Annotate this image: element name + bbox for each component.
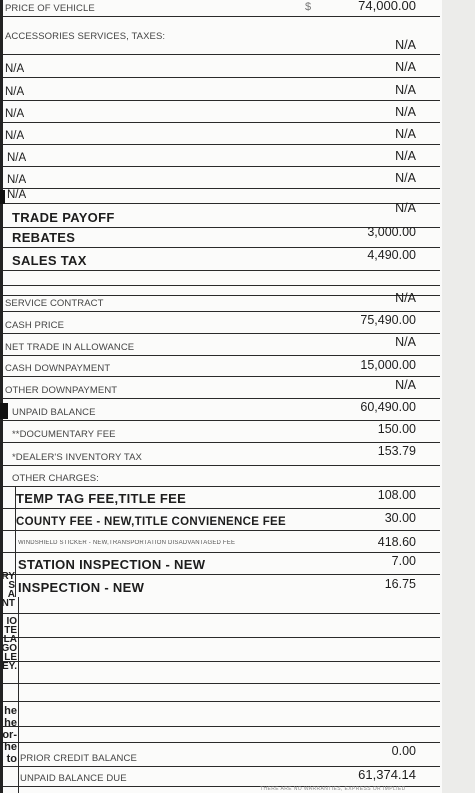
price-of-vehicle-value: 74,000.00 (358, 0, 416, 13)
margin-fragment: he (4, 741, 17, 753)
temp-tag-fee-value: 108.00 (377, 488, 416, 502)
accessories-header-label: ACCESSORIES SERVICES, TAXES: (5, 31, 166, 42)
price-of-vehicle-label: PRICE OF VEHICLE (5, 3, 95, 14)
page-gutter (442, 0, 475, 793)
accessory-label: N/A (5, 86, 25, 98)
windshield-sticker-label: WINDSHIELD STICKER - NEW,TRANSPORTATION DISADVANTAGED FEE (18, 540, 236, 546)
temp-tag-fee-row (3, 487, 440, 509)
cash-price-value: 75,490.00 (360, 313, 416, 327)
accessory-row (3, 123, 440, 145)
accessories-header-value: N/A (395, 38, 416, 52)
blank-row (3, 727, 440, 743)
documentary-fee-value: 150.00 (377, 422, 416, 436)
county-fee-row (3, 509, 440, 531)
left-column-divider (18, 597, 19, 793)
margin-fragment: LE (4, 652, 17, 663)
cash-price-label: CASH PRICE (5, 320, 65, 331)
other-charges-label: OTHER CHARGES: (12, 473, 99, 484)
inventory-tax-row (3, 443, 440, 466)
warranty-footer-note: THERE ARE NO WARRANTIES, EXPRESS OR IMPLIED (260, 786, 406, 792)
blank-row (3, 638, 440, 662)
inventory-tax-value: 153.79 (377, 444, 416, 458)
cash-downpayment-label: CASH DOWNPAYMENT (5, 363, 111, 374)
accessory-row (3, 101, 440, 123)
other-downpayment-row (3, 377, 440, 399)
accessory-label: N/A (5, 130, 25, 142)
margin-fragment: NT (1, 598, 15, 608)
blank-row (3, 702, 440, 727)
unpaid-balance-row (3, 399, 440, 421)
service-contract-label: SERVICE CONTRACT (5, 298, 104, 309)
margin-fragment: S (8, 580, 15, 591)
blank-row (3, 597, 440, 614)
other-downpayment-value: N/A (395, 378, 416, 392)
station-inspection-value: 7.00 (391, 554, 416, 568)
station-inspection-label: STATION INSPECTION - NEW (18, 557, 206, 572)
documentary-fee-label: **DOCUMENTARY FEE (12, 429, 116, 440)
inspection-row (3, 575, 440, 597)
station-inspection-row (3, 553, 440, 575)
blank-row (3, 286, 440, 296)
windshield-sticker-row (3, 531, 440, 553)
accessory-value: N/A (395, 149, 416, 163)
margin-fragment: he (4, 705, 17, 717)
accessory-label: N/A (7, 174, 27, 186)
accessory-value: N/A (395, 60, 416, 74)
sales-tax-row (3, 248, 440, 271)
margin-fragment: EY. (1, 661, 17, 671)
blank-row (3, 684, 440, 702)
margin-fragment: LA (3, 634, 17, 645)
unpaid-balance-due-row (3, 767, 440, 787)
other-downpayment-label: OTHER DOWNPAYMENT (5, 385, 118, 396)
accessory-row (3, 189, 440, 215)
unpaid-balance-label: UNPAID BALANCE (12, 407, 96, 418)
row-marker (0, 403, 8, 419)
margin-fragment-block (0, 572, 15, 608)
rebates-row (3, 225, 440, 248)
accessory-row (3, 167, 440, 189)
blank-row (3, 662, 440, 684)
prior-credit-row (3, 743, 440, 767)
price-of-vehicle-row (3, 0, 440, 17)
cash-downpayment-row (3, 356, 440, 377)
accessory-value: N/A (395, 83, 416, 97)
accessory-value: N/A (395, 127, 416, 141)
county-fee-label: COUNTY FEE - NEW,TITLE CONVIENENCE FEE (16, 516, 286, 528)
unpaid-balance-due-label: UNPAID BALANCE DUE (20, 773, 127, 784)
temp-tag-fee-label: TEMP TAG FEE,TITLE FEE (16, 491, 187, 506)
accessory-value: N/A (395, 201, 416, 215)
accessory-row (3, 145, 440, 167)
net-trade-value: N/A (395, 335, 416, 349)
margin-fragment: TE (4, 625, 17, 636)
inspection-value: 16.75 (384, 577, 416, 591)
blank-row (3, 614, 440, 638)
windshield-sticker-value: 418.60 (377, 535, 416, 549)
accessory-label: N/A (7, 189, 27, 201)
margin-fragment: to (6, 753, 17, 765)
margin-fragment: RY (1, 572, 15, 582)
county-fee-value: 30.00 (384, 511, 416, 525)
net-trade-row (3, 334, 440, 356)
accessory-row (3, 55, 440, 78)
accessory-label: N/A (7, 152, 27, 164)
margin-fragment-block (0, 617, 17, 671)
prior-credit-value: 0.00 (391, 744, 416, 758)
accessories-header-row (3, 17, 440, 55)
sales-tax-value: 4,490.00 (367, 248, 416, 262)
service-contract-row (3, 291, 440, 312)
trade-payoff-label: TRADE PAYOFF (12, 210, 115, 225)
rebates-label: REBATES (12, 230, 76, 245)
margin-fragment: IO (6, 617, 17, 627)
left-column-divider (15, 487, 16, 597)
unpaid-balance-due-value: 61,374.14 (358, 767, 416, 782)
net-trade-label: NET TRADE IN ALLOWANCE (5, 342, 135, 353)
accessory-row (3, 78, 440, 101)
margin-fragment: GO (1, 643, 17, 654)
inventory-tax-label: *DEALER'S INVENTORY TAX (12, 452, 142, 463)
other-charges-row (3, 466, 440, 487)
documentary-fee-row (3, 421, 440, 443)
row-marker (0, 190, 5, 204)
rebates-value: 3,000.00 (367, 225, 416, 239)
margin-fragment: or- (2, 729, 17, 741)
margin-fragment: he (4, 717, 17, 729)
margin-fragment-block (0, 705, 17, 765)
blank-row (3, 271, 440, 286)
cash-downpayment-value: 15,000.00 (360, 358, 416, 372)
currency-symbol: $ (305, 1, 312, 13)
inspection-label: INSPECTION - NEW (18, 580, 145, 595)
accessory-value: N/A (395, 105, 416, 119)
unpaid-balance-value: 60,490.00 (360, 400, 416, 414)
prior-credit-label: PRIOR CREDIT BALANCE (20, 753, 137, 764)
accessory-label: N/A (5, 108, 25, 120)
service-contract-value: N/A (395, 291, 416, 305)
margin-fragment: A (7, 589, 15, 600)
cash-price-row (3, 312, 440, 334)
accessory-label: N/A (5, 63, 25, 75)
accessory-value: N/A (395, 171, 416, 185)
sales-tax-label: SALES TAX (12, 253, 87, 268)
